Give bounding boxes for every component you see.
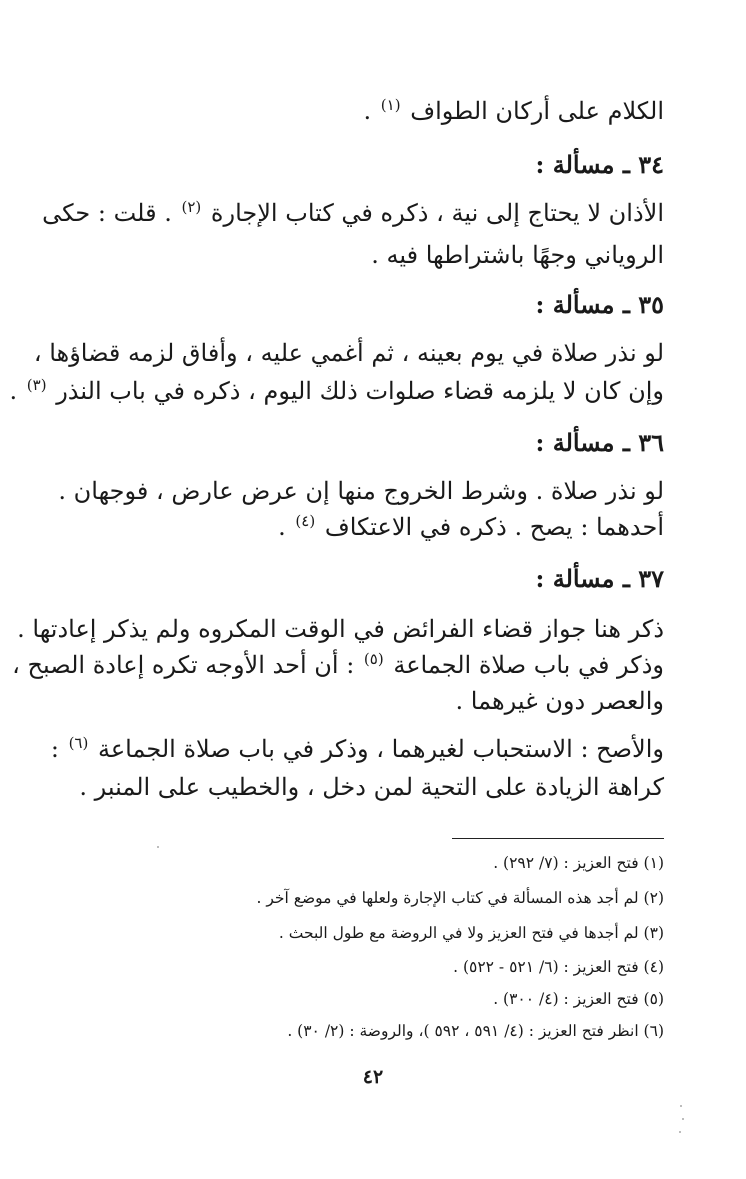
issue-37-line-2 bbox=[12, 650, 664, 680]
issue-36-text-b: . bbox=[278, 513, 286, 541]
paragraph-text: الكلام على أركان الطواف bbox=[410, 97, 664, 125]
issue-37-heading: ٣٧ ـ مسألة : bbox=[535, 564, 664, 593]
paragraph-tawaf bbox=[70, 96, 664, 126]
footnote-3: (٣) لم أجدها في فتح العزيز ولا في الروضة مع طول البحث . bbox=[278, 924, 664, 942]
issue-34-text-b: . قلت : حكى bbox=[42, 199, 172, 227]
scan-speck bbox=[679, 1131, 681, 1133]
footnote-ref-6[interactable]: (٦) bbox=[68, 734, 89, 752]
footnote-separator bbox=[452, 838, 664, 839]
page-number: ٤٢ bbox=[362, 1066, 384, 1088]
issue-36-text-a: أحدهما : يصح . ذكره في الاعتكاف bbox=[324, 513, 664, 541]
issue-37-text-b: : أن أحد الأوجه تكره إعادة الصبح ، bbox=[12, 651, 355, 679]
issue-36-line-1: لو نذر صلاة . وشرط الخروج منها إن عرض عارض ، فوجهان . bbox=[58, 477, 664, 505]
footnote-5: (٥) فتح العزيز : (٤/ ٣٠٠) . bbox=[493, 990, 664, 1008]
issue-36-heading: ٣٦ ـ مسألة : bbox=[535, 428, 664, 457]
footnote-6: (٦) انظر فتح العزيز : (٤/ ٥٩١ ، ٥٩٢ )، والروضة : (٢/ ٣٠) . bbox=[287, 1022, 664, 1040]
footnote-ref-5[interactable]: (٥) bbox=[363, 650, 384, 668]
issue-35-text-b: . bbox=[9, 377, 18, 405]
footnote-4: (٤) فتح العزيز : (٦/ ٥٢١ - ٥٢٢) . bbox=[453, 958, 664, 976]
scan-speck bbox=[682, 1118, 684, 1120]
footnote-ref-4[interactable]: (٤) bbox=[295, 512, 316, 530]
footnote-ref-1[interactable]: (١) bbox=[380, 96, 401, 114]
issue-37-line-1: ذكر هنا جواز قضاء الفرائض في الوقت المكروه ولم يذكر إعادتها . bbox=[17, 615, 664, 643]
issue-34-heading: ٣٤ ـ مسألة : bbox=[535, 150, 664, 179]
issue-36-line-2 bbox=[70, 512, 664, 542]
issue-34-line-1 bbox=[42, 198, 664, 228]
paragraph-preferred-line-1 bbox=[50, 734, 664, 764]
issue-37-line-3: والعصر دون غيرهما . bbox=[455, 687, 664, 715]
paragraph-end: . bbox=[363, 97, 372, 125]
scan-speck bbox=[157, 846, 159, 848]
paragraph-preferred-line-2: كراهة الزيادة على التحية لمن دخل ، والخطيب على المنبر . bbox=[79, 773, 664, 801]
issue-35-line-1: لو نذر صلاة في يوم بعينه ، ثم أغمي عليه ، وأفاق لزمه قضاؤها ، bbox=[33, 339, 664, 367]
issue-35-text-a: وإن كان لا يلزمه قضاء صلوات ذلك اليوم ، ذكره في باب النذر bbox=[56, 377, 664, 405]
issue-35-line-2 bbox=[9, 376, 664, 406]
scan-speck bbox=[680, 1105, 682, 1107]
paragraph-preferred-text-a: والأصح : الاستحباب لغيرهما ، وذكر في باب صلاة الجماعة bbox=[97, 735, 664, 763]
paragraph-preferred-text-b: : bbox=[50, 735, 59, 763]
issue-34-line-2: الروياني وجهًا باشتراطها فيه . bbox=[371, 241, 664, 269]
issue-34-text-a: الأذان لا يحتاج إلى نية ، ذكره في كتاب الإجارة bbox=[210, 199, 664, 227]
footnote-2: (٢) لم أجد هذه المسألة في كتاب الإجارة ولعلها في موضع آخر . bbox=[256, 889, 664, 907]
issue-37-text-a: وذكر في باب صلاة الجماعة bbox=[393, 651, 664, 679]
footnote-ref-2[interactable]: (٢) bbox=[181, 198, 202, 216]
footnote-ref-3[interactable]: (٣) bbox=[26, 376, 47, 394]
footnote-1: (١) فتح العزيز : (٧/ ٢٩٢) . bbox=[493, 854, 664, 872]
issue-35-heading: ٣٥ ـ مسألة : bbox=[535, 290, 664, 319]
